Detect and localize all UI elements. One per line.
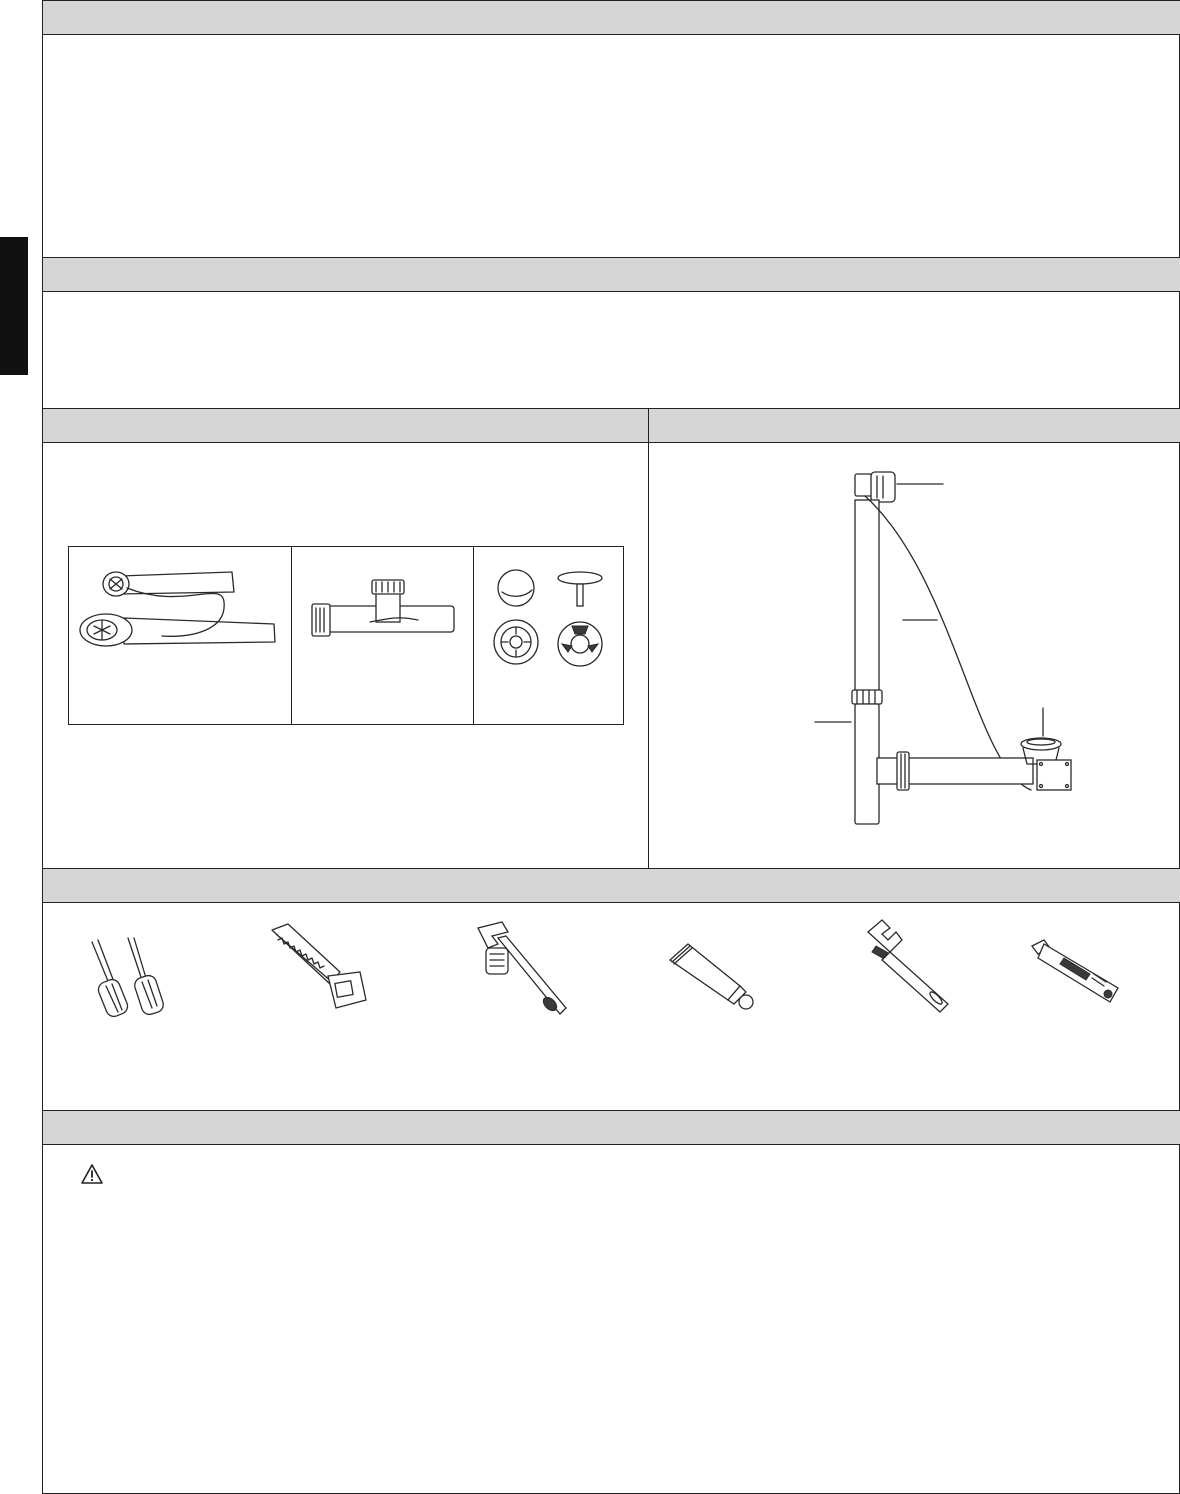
section-3a-header-bar (43, 408, 650, 443)
parts-divider (473, 547, 474, 724)
section-5-header-bar (43, 1110, 1180, 1145)
section-4-header-bar (43, 868, 1180, 903)
side-tab-marker (0, 237, 28, 375)
tee-pipe-icon (310, 576, 460, 642)
section-2 (43, 257, 1180, 409)
section-1-header-bar (43, 0, 1180, 35)
sealant-tube-icon (666, 940, 766, 1020)
section-5 (43, 1110, 1180, 1494)
screwdrivers-icon (80, 936, 190, 1026)
section-4 (43, 868, 1180, 1111)
parts-divider (291, 547, 292, 724)
stopper-and-trim-icon (488, 562, 616, 674)
hacksaw-icon (266, 920, 376, 1010)
column-divider (648, 408, 649, 868)
overflow-drain-assembly-icon (72, 560, 287, 680)
warning-icon (80, 1163, 104, 1185)
section-1 (43, 0, 1180, 258)
bath-drain-assembly-diagram-icon (805, 468, 1075, 828)
adjustable-wrench-icon (860, 918, 960, 1018)
section-3b-header-bar (650, 408, 1180, 443)
pipe-wrench-icon (468, 920, 578, 1025)
utility-knife-icon (1030, 938, 1130, 1010)
section-2-header-bar (43, 257, 1180, 292)
